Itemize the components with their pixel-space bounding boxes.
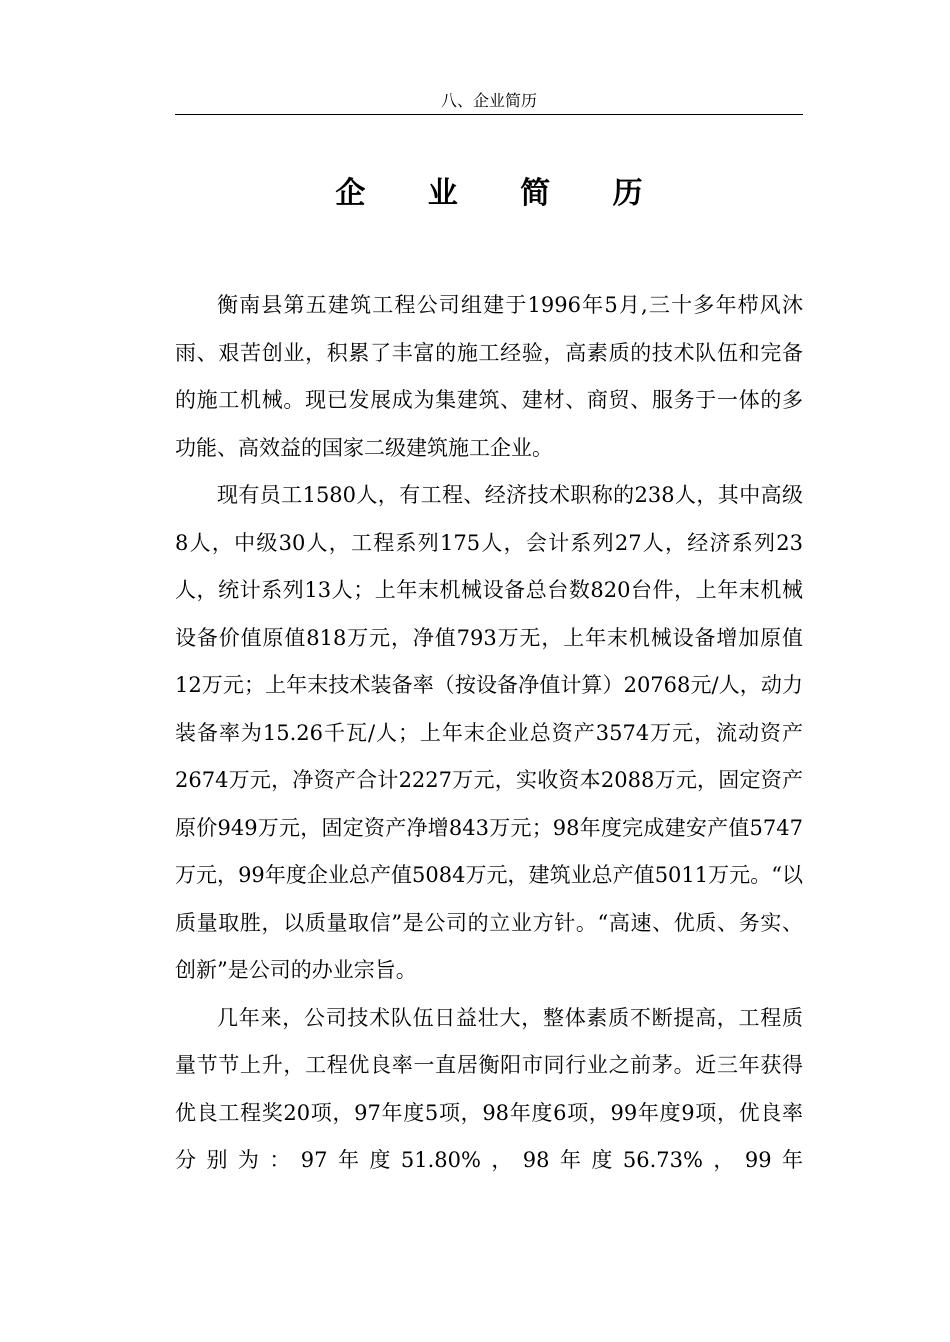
paragraph-staff-and-assets: 现有员工1580人，有工程、经济技术职称的238人，其中高级8人，中级30人，工程系列175人，会计系列27人，经济系列23人，统计系列13人；上年末机械设备总台数820台件，上年末机械设备价值原值818万元，净值793万无，上年末机械设备增加原值12万元；上年末技术装备率（按设备净值计算）20768元/人，动力装备率为15.26千瓦/人；上年末企业总资产3574万元，流动资产2674万元，净资产合计2227万元，实收资本2088万元，固定资产原价949万元，固定资产净增843万元；98年度完成建安产值5747万元，99年度企业总产值5084万元，建筑业总产值5011万元。“以质量取胜，以质量取信”是公司的立业方针。“高速、优质、务实、创新”是公司的办业宗旨。 xyxy=(175,483,803,982)
paragraph-quality-record: 几年来，公司技术队伍日益壮大，整体素质不断提高，工程质量节节上升，工程优良率一直居衡阳市同行业之前茅。近三年获得优良工程奖20项，97年度5项，98年度6项，99年度9项，优良率分别为：97年度51.80%，98年度56.73%，99年 xyxy=(175,1005,803,1172)
page-header xyxy=(175,88,803,115)
document-title: 企 业 简 历 xyxy=(335,176,669,211)
paragraph-company-overview: 衡南县第五建筑工程公司组建于1996年5月,三十多年栉风沐雨、艰苦创业，积累了丰富的施工经验，高素质的技术队伍和完备的施工机械。现已发展成为集建筑、建材、商贸、服务于一体的多功能、高效益的国家二级建筑施工企业。 xyxy=(175,293,803,460)
header-section-label: 八、企业简历 xyxy=(440,91,537,110)
document-body xyxy=(175,282,803,1185)
